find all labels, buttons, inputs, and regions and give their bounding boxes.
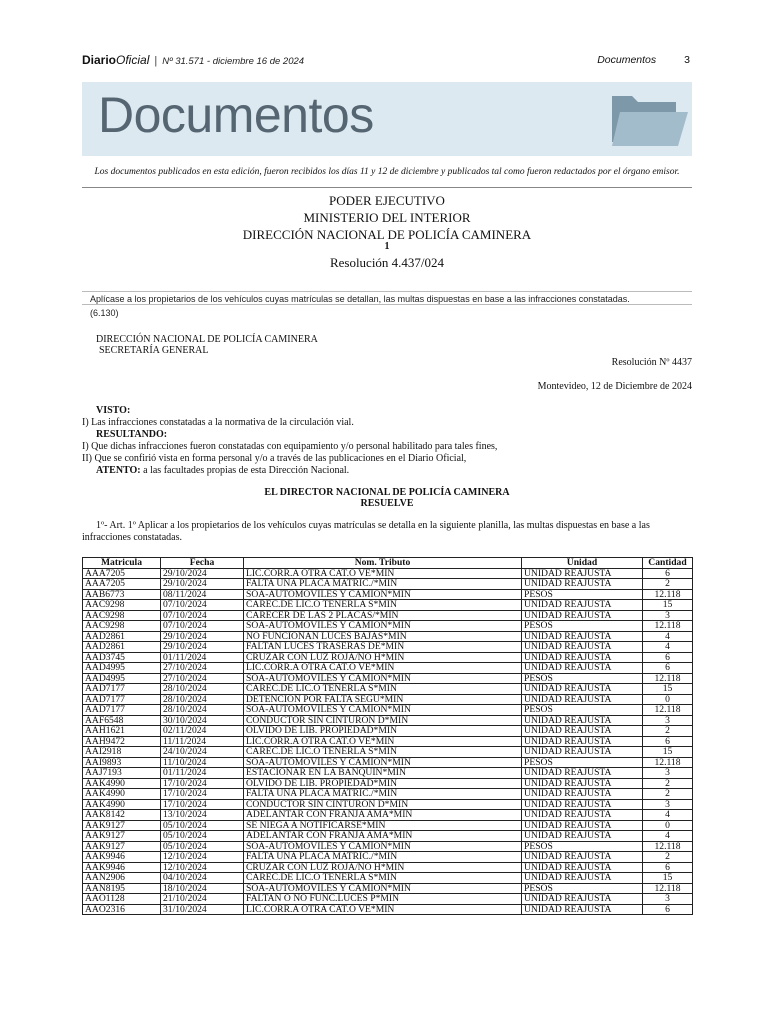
cell-tributo: SOA-AUTOMOVILES Y CAMION*MIN [244, 589, 522, 600]
section-banner [82, 82, 692, 156]
cell-cantidad: 12.118 [643, 621, 693, 632]
cell-tributo: SE NIEGA A NOTIFICARSE*MIN [244, 820, 522, 831]
cell-tributo: SOA-AUTOMOVILES Y CAMION*MIN [244, 673, 522, 684]
cell-fecha: 28/10/2024 [161, 694, 244, 705]
cell-cantidad: 6 [643, 652, 693, 663]
cell-matricula: AAD7177 [83, 684, 161, 695]
cell-tributo: CAREC.DE LIC.O TENERLA S*MIN [244, 873, 522, 884]
cell-fecha: 12/10/2024 [161, 852, 244, 863]
cell-unidad: UNIDAD REAJUSTA [522, 726, 643, 737]
cell-tributo: FALTA UNA PLACA MATRIC./*MIN [244, 852, 522, 863]
cell-matricula: AAK9127 [83, 831, 161, 842]
visto-label: VISTO: [96, 405, 131, 416]
cell-matricula: AAK8142 [83, 810, 161, 821]
table-row [83, 600, 693, 611]
cell-matricula: AAD2861 [83, 631, 161, 642]
cell-tributo: OLVIDO DE LIB. PROPIEDAD*MIN [244, 726, 522, 737]
cell-tributo: SOA-AUTOMOVILES Y CAMION*MIN [244, 841, 522, 852]
cell-tributo: FALTA UNA PLACA MATRIC./*MIN [244, 789, 522, 800]
cell-fecha: 05/10/2024 [161, 841, 244, 852]
cell-unidad: UNIDAD REAJUSTA [522, 831, 643, 842]
cell-tributo: CAREC.DE LIC.O TENERLA S*MIN [244, 600, 522, 611]
org-line-2: MINISTERIO DEL INTERIOR [303, 210, 471, 225]
cell-matricula: AAN2906 [83, 873, 161, 884]
cell-unidad: UNIDAD REAJUSTA [522, 799, 643, 810]
cell-tributo: NO FUNCIONAN LUCES BAJAS*MIN [244, 631, 522, 642]
director-heading: EL DIRECTOR NACIONAL DE POLICÍA CAMINERA [264, 487, 510, 498]
cell-fecha: 30/10/2024 [161, 715, 244, 726]
cell-tributo: CARECER DE LAS 2 PLACAS/*MIN [244, 610, 522, 621]
cell-unidad: PESOS [522, 589, 643, 600]
cell-fecha: 07/10/2024 [161, 610, 244, 621]
cell-tributo: OLVIDO DE LIB. PROPIEDAD*MIN [244, 778, 522, 789]
table-row [83, 715, 693, 726]
cell-cantidad: 3 [643, 768, 693, 779]
cell-matricula: AAJ7193 [83, 768, 161, 779]
cell-unidad: UNIDAD REAJUSTA [522, 810, 643, 821]
cell-cantidad: 2 [643, 852, 693, 863]
cell-fecha: 29/10/2024 [161, 642, 244, 653]
table-row [83, 831, 693, 842]
cell-tributo: CAREC.DE LIC.O TENERLA S*MIN [244, 747, 522, 758]
cell-tributo: LIC.CORR.A OTRA CAT.O VE*MIN [244, 663, 522, 674]
col-header-fecha: Fecha [161, 558, 244, 569]
cell-cantidad: 4 [643, 831, 693, 842]
cell-tributo: FALTA UNA PLACA MATRIC./*MIN [244, 579, 522, 590]
table-row [83, 873, 693, 884]
cell-tributo: DETENCION POR FALTA SEGU*MIN [244, 694, 522, 705]
cell-cantidad: 12.118 [643, 705, 693, 716]
table-row [83, 883, 693, 894]
col-header-unidad: Unidad [522, 558, 643, 569]
cell-tributo: ESTACIONAR EN LA BANQUIN*MIN [244, 768, 522, 779]
place-date: Montevideo, 12 de Diciembre de 2024 [537, 381, 692, 392]
cell-cantidad: 2 [643, 579, 693, 590]
cell-cantidad: 12.118 [643, 757, 693, 768]
cell-matricula: AAD7177 [83, 705, 161, 716]
cell-tributo: FALTAN O NO FUNC.LUCES P*MIN [244, 894, 522, 905]
table-row [83, 631, 693, 642]
cell-unidad: UNIDAD REAJUSTA [522, 642, 643, 653]
cell-tributo: CONDUCTOR SIN CINTURON D*MIN [244, 715, 522, 726]
cell-matricula: AAD4995 [83, 663, 161, 674]
cell-matricula: AAC9298 [83, 610, 161, 621]
cell-cantidad: 12.118 [643, 883, 693, 894]
cell-fecha: 27/10/2024 [161, 663, 244, 674]
cell-cantidad: 6 [643, 736, 693, 747]
cell-unidad: UNIDAD REAJUSTA [522, 600, 643, 611]
cell-unidad: UNIDAD REAJUSTA [522, 736, 643, 747]
cell-cantidad: 2 [643, 778, 693, 789]
cell-unidad: UNIDAD REAJUSTA [522, 894, 643, 905]
cell-fecha: 28/10/2024 [161, 684, 244, 695]
cell-matricula: AAK4990 [83, 799, 161, 810]
table-row [83, 726, 693, 737]
page-number: 3 [684, 54, 690, 66]
table-row [83, 778, 693, 789]
cell-cantidad: 6 [643, 862, 693, 873]
cell-matricula: AAA7205 [83, 568, 161, 579]
cell-unidad: UNIDAD REAJUSTA [522, 663, 643, 674]
cell-unidad: UNIDAD REAJUSTA [522, 904, 643, 915]
table-row [83, 642, 693, 653]
table-row [83, 894, 693, 905]
col-header-cantidad: Cantidad [643, 558, 693, 569]
table-row [83, 841, 693, 852]
resultando-label: RESULTANDO: [96, 429, 168, 440]
cell-cantidad: 12.118 [643, 589, 693, 600]
table-row [83, 673, 693, 684]
cell-fecha: 01/11/2024 [161, 768, 244, 779]
table-row [83, 904, 693, 915]
cell-matricula: AAK9127 [83, 841, 161, 852]
cell-cantidad: 6 [643, 904, 693, 915]
cell-matricula: AAI2918 [83, 747, 161, 758]
cell-fecha: 05/10/2024 [161, 831, 244, 842]
divider [82, 187, 692, 188]
visto-1: I) Las infracciones constatadas a la normativa de la circulación vial. [82, 417, 354, 428]
table-row [83, 862, 693, 873]
table-row [83, 705, 693, 716]
cell-fecha: 01/11/2024 [161, 652, 244, 663]
cell-cantidad: 15 [643, 600, 693, 611]
cell-cantidad: 3 [643, 894, 693, 905]
cell-tributo: LIC.CORR.A OTRA CAT.O VE*MIN [244, 568, 522, 579]
cell-fecha: 04/10/2024 [161, 873, 244, 884]
table-row [83, 610, 693, 621]
table-row [83, 684, 693, 695]
cell-tributo: LIC.CORR.A OTRA CAT.O VE*MIN [244, 736, 522, 747]
cell-fecha: 13/10/2024 [161, 810, 244, 821]
cell-matricula: AAC9298 [83, 621, 161, 632]
table-body [83, 568, 693, 915]
cell-unidad: PESOS [522, 705, 643, 716]
cell-unidad: PESOS [522, 883, 643, 894]
cell-tributo: ADELANTAR CON FRANJA AMA*MIN [244, 831, 522, 842]
masthead [82, 53, 304, 67]
cell-cantidad: 4 [643, 642, 693, 653]
col-header-matricula: Matricula [83, 558, 161, 569]
cell-fecha: 17/10/2024 [161, 778, 244, 789]
cell-fecha: 31/10/2024 [161, 904, 244, 915]
atento: ATENTO: a las facultades propias de esta Dirección Nacional. [96, 465, 350, 476]
resolution-number: Resolución Nº 4437 [611, 357, 692, 368]
org-line-3: DIRECCIÓN NACIONAL DE POLICÍA CAMINERA [242, 227, 532, 242]
cell-matricula: AAD3745 [83, 652, 161, 663]
cell-matricula: AAK4990 [83, 778, 161, 789]
cell-cantidad: 15 [643, 684, 693, 695]
cell-matricula: AAC9298 [83, 600, 161, 611]
cell-unidad: UNIDAD REAJUSTA [522, 852, 643, 863]
cell-matricula: AAD2861 [83, 642, 161, 653]
resolution-title: Resolución 4.437/024 [329, 255, 445, 270]
cell-cantidad: 2 [643, 726, 693, 737]
table-row [83, 757, 693, 768]
resuelve-heading: RESUELVE [360, 498, 414, 509]
cell-fecha: 07/10/2024 [161, 600, 244, 611]
cell-unidad: UNIDAD REAJUSTA [522, 747, 643, 758]
cell-cantidad: 12.118 [643, 841, 693, 852]
cell-unidad: PESOS [522, 673, 643, 684]
separator: | [154, 55, 158, 67]
cell-cantidad: 0 [643, 820, 693, 831]
cell-unidad: UNIDAD REAJUSTA [522, 873, 643, 884]
cell-fecha: 08/11/2024 [161, 589, 244, 600]
folder-icon [602, 86, 690, 152]
fines-table [82, 557, 693, 915]
table-row [83, 810, 693, 821]
cell-matricula: AAN8195 [83, 883, 161, 894]
letterhead-line-2: SECRETARÍA GENERAL [99, 345, 209, 356]
letterhead-line-1: DIRECCIÓN NACIONAL DE POLICÍA CAMINERA [96, 334, 318, 345]
table-row [83, 694, 693, 705]
table-row [83, 663, 693, 674]
cell-tributo: SOA-AUTOMOVILES Y CAMION*MIN [244, 757, 522, 768]
cell-fecha: 27/10/2024 [161, 673, 244, 684]
table-row [83, 736, 693, 747]
cell-tributo: LIC.CORR.A OTRA CAT.O VE*MIN [244, 904, 522, 915]
cell-fecha: 29/10/2024 [161, 568, 244, 579]
table-row [83, 789, 693, 800]
cell-tributo: CONDUCTOR SIN CINTURON D*MIN [244, 799, 522, 810]
cell-tributo: SOA-AUTOMOVILES Y CAMION*MIN [244, 705, 522, 716]
cell-fecha: 28/10/2024 [161, 705, 244, 716]
cell-tributo: CRUZAR CON LUZ ROJA/NO H*MIN [244, 862, 522, 873]
table-row [83, 852, 693, 863]
resultando-2: II) Que se confirió vista en forma personal y/o a través de las publicaciones en el Diario Oficial, [82, 453, 467, 464]
brand-name: DiarioOficial [82, 53, 150, 67]
table-row [83, 621, 693, 632]
cell-matricula: AAI9893 [83, 757, 161, 768]
cell-cantidad: 6 [643, 568, 693, 579]
cell-matricula: AAB6773 [83, 589, 161, 600]
cell-fecha: 12/10/2024 [161, 862, 244, 873]
cell-matricula: AAH9472 [83, 736, 161, 747]
table-row [83, 768, 693, 779]
cell-unidad: UNIDAD REAJUSTA [522, 789, 643, 800]
cell-tributo: CAREC.DE LIC.O TENERLA S*MIN [244, 684, 522, 695]
cell-matricula: AAD4995 [83, 673, 161, 684]
cell-cantidad: 15 [643, 747, 693, 758]
document-number: 1 [384, 241, 390, 252]
cell-fecha: 05/10/2024 [161, 820, 244, 831]
cell-fecha: 24/10/2024 [161, 747, 244, 758]
table-row [83, 799, 693, 810]
cell-fecha: 17/10/2024 [161, 789, 244, 800]
table-row [83, 589, 693, 600]
cell-fecha: 02/11/2024 [161, 726, 244, 737]
banner-title: Documentos [98, 87, 374, 143]
table-row [83, 568, 693, 579]
cell-unidad: UNIDAD REAJUSTA [522, 768, 643, 779]
cell-unidad: UNIDAD REAJUSTA [522, 610, 643, 621]
cell-unidad: UNIDAD REAJUSTA [522, 778, 643, 789]
cell-matricula: AAF6548 [83, 715, 161, 726]
cell-tributo: CRUZAR CON LUZ ROJA/NO H*MIN [244, 652, 522, 663]
issue-info: Nº 31.571 - diciembre 16 de 2024 [162, 56, 305, 67]
cell-cantidad: 3 [643, 715, 693, 726]
cell-matricula: AAA7205 [83, 579, 161, 590]
cell-fecha: 11/11/2024 [161, 736, 244, 747]
cell-matricula: AAD7177 [83, 694, 161, 705]
cell-matricula: AAK9946 [83, 862, 161, 873]
cell-cantidad: 6 [643, 663, 693, 674]
cell-fecha: 29/10/2024 [161, 579, 244, 590]
cell-fecha: 17/10/2024 [161, 799, 244, 810]
table-row [83, 579, 693, 590]
cell-matricula: AAH1621 [83, 726, 161, 737]
cell-matricula: AAO2316 [83, 904, 161, 915]
cell-cantidad: 0 [643, 694, 693, 705]
cell-unidad: UNIDAD REAJUSTA [522, 579, 643, 590]
cell-tributo: SOA-AUTOMOVILES Y CAMION*MIN [244, 621, 522, 632]
cell-unidad: UNIDAD REAJUSTA [522, 652, 643, 663]
cell-unidad: UNIDAD REAJUSTA [522, 820, 643, 831]
cell-unidad: UNIDAD REAJUSTA [522, 631, 643, 642]
cell-fecha: 29/10/2024 [161, 631, 244, 642]
cell-unidad: UNIDAD REAJUSTA [522, 862, 643, 873]
intro-note: Los documentos publicados en esta edición, fueron recibidos los días 11 y 12 de diciembre y publicados tal como fueron redactados por el órgano emisor. [94, 167, 680, 177]
table-row [83, 652, 693, 663]
cell-matricula: AAK9127 [83, 820, 161, 831]
cell-unidad: PESOS [522, 841, 643, 852]
cell-unidad: PESOS [522, 621, 643, 632]
cell-cantidad: 15 [643, 873, 693, 884]
cell-fecha: 07/10/2024 [161, 621, 244, 632]
table-row [83, 747, 693, 758]
cell-cantidad: 4 [643, 631, 693, 642]
cell-cantidad: 3 [643, 799, 693, 810]
table-row [83, 820, 693, 831]
section-name: Documentos [597, 54, 657, 66]
cell-tributo: SOA-AUTOMOVILES Y CAMION*MIN [244, 883, 522, 894]
page-header-right [597, 54, 690, 66]
cell-fecha: 18/10/2024 [161, 883, 244, 894]
cell-cantidad: 12.118 [643, 673, 693, 684]
document-code: (6.130) [90, 308, 119, 318]
col-header-tributo: Nom. Tributo [244, 558, 522, 569]
table-header-row [83, 558, 693, 569]
cell-unidad: UNIDAD REAJUSTA [522, 694, 643, 705]
cell-cantidad: 4 [643, 810, 693, 821]
cell-matricula: AAO1128 [83, 894, 161, 905]
cell-fecha: 11/10/2024 [161, 757, 244, 768]
cell-unidad: UNIDAD REAJUSTA [522, 568, 643, 579]
cell-matricula: AAK9946 [83, 852, 161, 863]
cell-unidad: UNIDAD REAJUSTA [522, 684, 643, 695]
cell-fecha: 21/10/2024 [161, 894, 244, 905]
cell-unidad: UNIDAD REAJUSTA [522, 715, 643, 726]
cell-unidad: PESOS [522, 757, 643, 768]
cell-tributo: ADELANTAR CON FRANJA AMA*MIN [244, 810, 522, 821]
resultando-1: I) Que dichas infracciones fueron constatadas con equipamiento y/o personal habilitado para tales fines, [82, 441, 498, 452]
org-line-1: PODER EJECUTIVO [329, 193, 445, 208]
cell-tributo: FALTAN LUCES TRASERAS DE*MIN [244, 642, 522, 653]
cell-cantidad: 3 [643, 610, 693, 621]
summary: Aplícase a los propietarios de los vehículos cuyas matrículas se detallan, las multas dispuestas en base a las infracciones constatadas. [82, 291, 692, 305]
cell-cantidad: 2 [643, 789, 693, 800]
article-1: 1º- Art. 1º Aplicar a los propietarios de los vehículos cuyas matrículas se detalla en la siguiente planilla, las multas dispuestas en base a las infracciones constatadas. [82, 520, 650, 543]
cell-matricula: AAK4990 [83, 789, 161, 800]
